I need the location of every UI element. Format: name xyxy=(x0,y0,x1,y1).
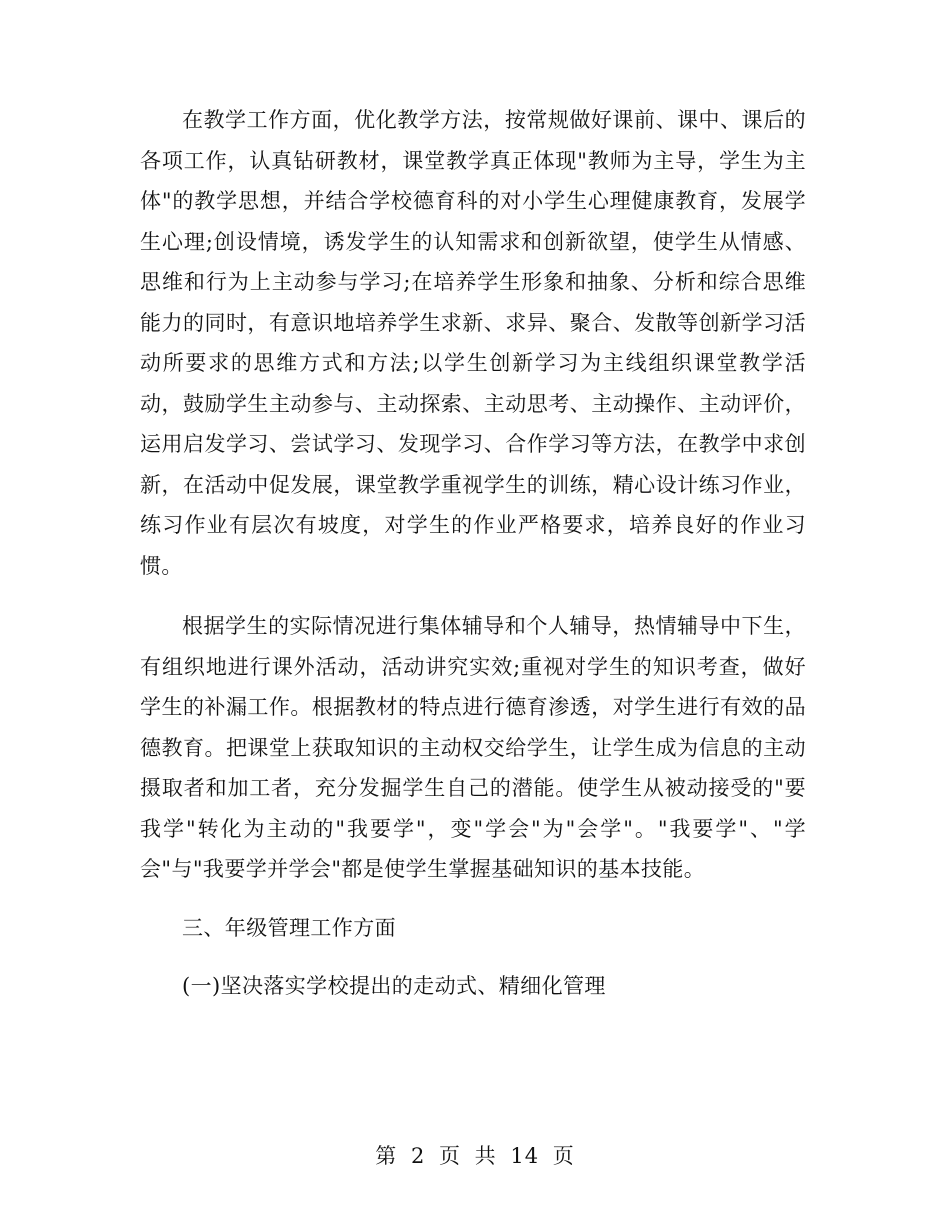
subsection-heading-management: (一)坚决落实学校提出的走动式、精细化管理 xyxy=(182,974,606,998)
section-heading-grade-management: 三、年级管理工作方面 xyxy=(182,915,396,940)
document-body xyxy=(140,100,806,1007)
paragraph-teaching-methods: 在教学工作方面，优化教学方法，按常规做好课前、课中、课后的各项工作，认真钻研教材，课堂教学真正体现"教师为主导，学生为主体"的教学思想，并结合学校德育科的对小学生心理健康教育，发展学生心理;创设情境，诱发学生的认知需求和创新欲望，使学生从情感、思维和行为上主动参与学习;在培养学生形象和抽象、分析和综合思维能力的同时，有意识地培养学生求新、求异、聚合、发散等创新学习活动所要求的思维方式和方法;以学生创新学习为主线组织课堂教学活动，鼓励学生主动参与、主动探索、主动思考、主动操作、主动评价，运用启发学习、尝试学习、发现学习、合作学习等方法，在教学中求创新，在活动中促发展，课堂教学重视学生的训练，精心设计练习作业，练习作业有层次有坡度，对学生的作业严格要求，培养良好的作业习惯。 xyxy=(140,108,806,578)
paragraph-student-tutoring: 根据学生的实际情况进行集体辅导和个人辅导，热情辅导中下生，有组织地进行课外活动，活动讲究实效;重视对学生的知识考查，做好学生的补漏工作。根据教材的特点进行德育渗透，对学生进行有效的品德教育。把课堂上获取知识的主动权交给学生，让学生成为信息的主动摄取者和加工者，充分发掘学生自己的潜能。使学生从被动接受的"要我学"转化为主动的"我要学"，变"学会"为"会学"。"我要学"、"学会"与"我要学并学会"都是使学生掌握基础知识的基本技能。 xyxy=(140,614,806,881)
page-number-footer: 第 2 页 共 14 页 xyxy=(375,1144,575,1168)
